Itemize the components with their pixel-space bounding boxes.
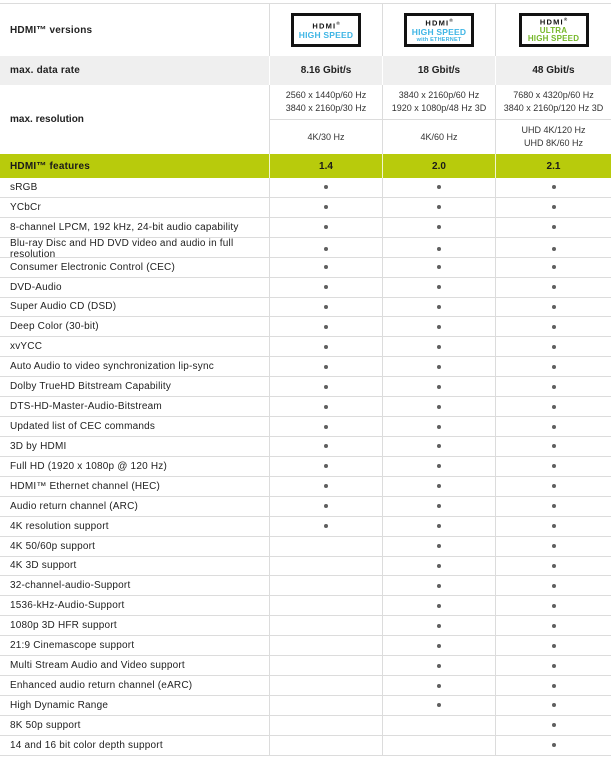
resolution-line: 3840 x 2160p/120 Hz 3D: [503, 103, 604, 113]
support-dot-icon: [437, 425, 441, 429]
support-cell-supported: [496, 497, 611, 516]
resolution-line: 4K/60 Hz: [420, 131, 458, 142]
support-dot-icon: [437, 664, 441, 668]
support-dot-icon: [437, 684, 441, 688]
hdmi-high-speed-badge: [291, 13, 361, 47]
feature-label: Deep Color (30-bit): [0, 317, 270, 336]
support-dot-icon: [437, 644, 441, 648]
data-rate-value-2-1: 48 Gbit/s: [532, 65, 575, 76]
support-dot-icon: [552, 345, 556, 349]
feature-label: Blu-ray Disc and HD DVD video and audio in full resolution: [0, 238, 270, 260]
support-cell-supported: [496, 377, 611, 396]
data-rate-row: [0, 56, 611, 85]
support-cell-supported: [496, 676, 611, 695]
support-cell-supported: [496, 198, 611, 217]
support-cell-supported: [383, 537, 496, 556]
support-cell-supported: [270, 377, 383, 396]
support-dot-icon: [324, 425, 328, 429]
support-cell-supported: [270, 317, 383, 336]
support-cell-supported: [270, 218, 383, 237]
support-cell-supported: [496, 397, 611, 416]
feature-label: Super Audio CD (DSD): [0, 298, 270, 317]
badge-cell-high-speed: [270, 4, 383, 56]
support-cell-supported: [383, 696, 496, 715]
support-dot-icon: [552, 644, 556, 648]
support-cell-supported: [496, 736, 611, 755]
support-dot-icon: [324, 325, 328, 329]
support-cell-supported: [270, 397, 383, 416]
support-dot-icon: [552, 247, 556, 251]
support-dot-icon: [324, 444, 328, 448]
feature-label: 4K 50/60p support: [0, 537, 270, 556]
support-cell-supported: [270, 238, 383, 260]
support-cell-supported: [496, 278, 611, 297]
badge-speed-label: HIGH SPEED: [411, 26, 467, 37]
support-dot-icon: [552, 544, 556, 548]
support-dot-icon: [552, 305, 556, 309]
feature-label: sRGB: [0, 178, 270, 197]
feature-row: [0, 576, 611, 596]
support-dot-icon: [552, 444, 556, 448]
support-dot-icon: [552, 265, 556, 269]
feature-row: [0, 178, 611, 198]
feature-label: 8K 50p support: [0, 716, 270, 735]
support-cell-supported: [496, 596, 611, 615]
support-cell-supported: [496, 337, 611, 356]
support-dot-icon: [437, 225, 441, 229]
feature-row: [0, 198, 611, 218]
feature-row: [0, 736, 611, 756]
support-dot-icon: [324, 247, 328, 251]
support-dot-icon: [437, 205, 441, 209]
support-cell-supported: [383, 557, 496, 576]
support-cell-empty: [270, 656, 383, 675]
support-dot-icon: [324, 285, 328, 289]
support-dot-icon: [552, 664, 556, 668]
support-cell-supported: [496, 537, 611, 556]
feature-row: [0, 377, 611, 397]
feature-row: [0, 636, 611, 656]
features-header-label: HDMI™ features: [0, 154, 270, 178]
resolution-primary-2-1: [496, 85, 611, 120]
support-dot-icon: [552, 584, 556, 588]
support-cell-supported: [496, 517, 611, 536]
support-cell-supported: [496, 557, 611, 576]
feature-label: Enhanced audio return channel (eARC): [0, 676, 270, 695]
feature-label: 4K 3D support: [0, 557, 270, 576]
support-cell-supported: [270, 517, 383, 536]
support-cell-supported: [383, 636, 496, 655]
feature-label: 1536-kHz-Audio-Support: [0, 596, 270, 615]
support-cell-empty: [270, 616, 383, 635]
feature-label: 21:9 Cinemascope support: [0, 636, 270, 655]
support-cell-empty: [270, 676, 383, 695]
support-dot-icon: [437, 265, 441, 269]
feature-label: DTS-HD-Master-Audio-Bitstream: [0, 397, 270, 416]
hdmi-logo-icon: HDMI®: [425, 18, 453, 28]
support-cell-supported: [496, 238, 611, 260]
feature-row: [0, 437, 611, 457]
support-dot-icon: [552, 205, 556, 209]
support-dot-icon: [324, 345, 328, 349]
resolution-secondary-2-0: [383, 120, 496, 154]
features-header-row: [0, 154, 611, 178]
feature-label: Multi Stream Audio and Video support: [0, 656, 270, 675]
support-cell-supported: [383, 676, 496, 695]
feature-row: [0, 258, 611, 278]
support-cell-supported: [270, 477, 383, 496]
features-rows: [0, 178, 611, 756]
support-dot-icon: [552, 723, 556, 727]
versions-row: [0, 4, 611, 56]
feature-row: [0, 317, 611, 337]
support-cell-empty: [270, 636, 383, 655]
feature-label: YCbCr: [0, 198, 270, 217]
support-cell-supported: [496, 457, 611, 476]
badge-cell-ultra-high-speed: [496, 4, 611, 56]
feature-row: [0, 517, 611, 537]
resolution-line: 2560 x 1440p/60 Hz: [285, 90, 367, 100]
resolution-line: 4K/30 Hz: [307, 131, 345, 142]
support-cell-supported: [496, 576, 611, 595]
feature-row: [0, 616, 611, 636]
support-dot-icon: [552, 185, 556, 189]
support-dot-icon: [437, 444, 441, 448]
support-dot-icon: [437, 185, 441, 189]
support-dot-icon: [437, 604, 441, 608]
resolution-line: 3840 x 2160p/60 Hz: [398, 90, 480, 100]
support-cell-empty: [270, 537, 383, 556]
feature-row: [0, 457, 611, 477]
support-dot-icon: [437, 325, 441, 329]
support-cell-empty: [270, 736, 383, 755]
support-dot-icon: [552, 703, 556, 707]
support-cell-supported: [270, 437, 383, 456]
support-dot-icon: [552, 425, 556, 429]
support-cell-supported: [383, 377, 496, 396]
feature-label: High Dynamic Range: [0, 696, 270, 715]
support-dot-icon: [437, 247, 441, 251]
resolution-line: 7680 x 4320p/60 Hz: [513, 90, 594, 100]
feature-row: [0, 477, 611, 497]
hdmi-logo-icon: HDMI®: [539, 17, 568, 27]
support-dot-icon: [324, 484, 328, 488]
feature-label: 32-channel-audio-Support: [0, 576, 270, 595]
badge-speed-label: HIGH SPEED: [527, 34, 580, 44]
support-dot-icon: [324, 265, 328, 269]
support-cell-supported: [496, 218, 611, 237]
feature-label: xvYCC: [0, 337, 270, 356]
support-cell-supported: [496, 656, 611, 675]
support-cell-supported: [496, 696, 611, 715]
badge-cell-high-speed-ethernet: [383, 4, 496, 56]
support-cell-supported: [270, 178, 383, 197]
feature-row: [0, 357, 611, 377]
feature-row: [0, 696, 611, 716]
support-cell-supported: [383, 656, 496, 675]
data-rate-value-2-0: 18 Gbit/s: [383, 56, 496, 85]
feature-row: [0, 298, 611, 318]
support-dot-icon: [437, 405, 441, 409]
support-cell-supported: [496, 298, 611, 317]
support-dot-icon: [437, 365, 441, 369]
resolution-secondary-2-1: [496, 120, 611, 154]
support-dot-icon: [324, 305, 328, 309]
support-cell-supported: [383, 596, 496, 615]
resolution-label: max. resolution: [0, 85, 270, 154]
support-cell-supported: [383, 278, 496, 297]
support-cell-supported: [496, 357, 611, 376]
support-dot-icon: [437, 385, 441, 389]
support-cell-supported: [270, 497, 383, 516]
badge-ethernet-label: with ETHERNET: [416, 37, 462, 43]
support-dot-icon: [552, 285, 556, 289]
support-cell-supported: [496, 178, 611, 197]
data-rate-value-1-4: 8.16 Gbit/s: [270, 56, 383, 85]
support-dot-icon: [552, 325, 556, 329]
features-version-1-4: 1.4: [270, 154, 383, 178]
support-dot-icon: [437, 703, 441, 707]
features-version-2-1: 2.1: [546, 160, 561, 172]
support-dot-icon: [437, 305, 441, 309]
feature-label: Updated list of CEC commands: [0, 417, 270, 436]
support-cell-supported: [270, 357, 383, 376]
feature-row: [0, 656, 611, 676]
data-rate-label: max. data rate: [0, 56, 270, 85]
support-dot-icon: [552, 743, 556, 747]
support-dot-icon: [552, 385, 556, 389]
support-dot-icon: [437, 464, 441, 468]
feature-row: [0, 537, 611, 557]
feature-row: [0, 278, 611, 298]
support-dot-icon: [324, 464, 328, 468]
feature-row: [0, 397, 611, 417]
badge-speed-label: HIGH SPEED: [298, 29, 354, 40]
support-cell-supported: [383, 178, 496, 197]
support-dot-icon: [324, 405, 328, 409]
support-dot-icon: [552, 624, 556, 628]
feature-row: [0, 557, 611, 577]
support-cell-supported: [383, 417, 496, 436]
support-cell-supported: [496, 636, 611, 655]
support-cell-supported: [383, 218, 496, 237]
support-dot-icon: [552, 564, 556, 568]
feature-row: [0, 417, 611, 437]
support-dot-icon: [437, 504, 441, 508]
feature-row: [0, 218, 611, 238]
feature-label: 1080p 3D HFR support: [0, 616, 270, 635]
support-dot-icon: [324, 225, 328, 229]
resolution-primary-1-4: [270, 85, 383, 120]
support-dot-icon: [324, 205, 328, 209]
support-cell-supported: [496, 716, 611, 735]
support-cell-supported: [270, 278, 383, 297]
support-cell-supported: [383, 357, 496, 376]
support-dot-icon: [324, 524, 328, 528]
feature-label: DVD-Audio: [0, 278, 270, 297]
support-cell-supported: [383, 317, 496, 336]
support-dot-icon: [437, 484, 441, 488]
support-cell-supported: [496, 317, 611, 336]
feature-label: Dolby TrueHD Bitstream Capability: [0, 377, 270, 396]
support-dot-icon: [552, 524, 556, 528]
support-cell-supported: [496, 417, 611, 436]
support-cell-empty: [270, 716, 383, 735]
support-cell-empty: [270, 576, 383, 595]
feature-label: Full HD (1920 x 1080p @ 120 Hz): [0, 457, 270, 476]
support-dot-icon: [552, 604, 556, 608]
support-dot-icon: [552, 504, 556, 508]
support-cell-supported: [496, 477, 611, 496]
feature-label: 8-channel LPCM, 192 kHz, 24-bit audio capability: [0, 218, 270, 237]
resolution-line: 3840 x 2160p/30 Hz: [285, 103, 367, 113]
feature-label: Consumer Electronic Control (CEC): [0, 258, 270, 277]
feature-label: Audio return channel (ARC): [0, 497, 270, 516]
hdmi-logo-icon: HDMI®: [312, 21, 340, 31]
feature-row: [0, 676, 611, 696]
support-cell-supported: [496, 258, 611, 277]
support-cell-supported: [270, 198, 383, 217]
support-cell-supported: [383, 397, 496, 416]
feature-row: [0, 337, 611, 357]
support-cell-supported: [270, 337, 383, 356]
resolution-secondary-1-4: [270, 120, 383, 154]
support-cell-supported: [383, 576, 496, 595]
support-dot-icon: [324, 185, 328, 189]
support-cell-supported: [270, 457, 383, 476]
resolution-line: 1920 x 1080p/48 Hz 3D: [391, 103, 487, 113]
support-dot-icon: [552, 484, 556, 488]
support-cell-empty: [270, 696, 383, 715]
support-cell-empty: [270, 596, 383, 615]
feature-label: 4K resolution support: [0, 517, 270, 536]
support-cell-empty: [383, 736, 496, 755]
feature-label: Auto Audio to video synchronization lip-sync: [0, 357, 270, 376]
badge-ultra-label: ULTRA: [539, 25, 568, 35]
support-cell-supported: [383, 198, 496, 217]
support-dot-icon: [437, 584, 441, 588]
support-dot-icon: [437, 564, 441, 568]
feature-row: [0, 596, 611, 616]
support-cell-supported: [383, 517, 496, 536]
support-cell-supported: [270, 258, 383, 277]
support-cell-supported: [496, 437, 611, 456]
support-cell-supported: [270, 298, 383, 317]
hdmi-comparison-table: [0, 3, 611, 756]
support-cell-supported: [383, 258, 496, 277]
hdmi-high-speed-ethernet-badge: [404, 13, 474, 47]
support-dot-icon: [552, 365, 556, 369]
support-dot-icon: [552, 464, 556, 468]
support-dot-icon: [437, 285, 441, 289]
support-cell-supported: [383, 616, 496, 635]
support-dot-icon: [437, 345, 441, 349]
versions-row-label: HDMI™ versions: [0, 4, 270, 56]
feature-label: 3D by HDMI: [0, 437, 270, 456]
support-cell-supported: [383, 477, 496, 496]
feature-label: 14 and 16 bit color depth support: [0, 736, 270, 755]
support-cell-supported: [383, 457, 496, 476]
feature-label: HDMI™ Ethernet channel (HEC): [0, 477, 270, 496]
feature-row: [0, 497, 611, 517]
resolution-block: [0, 85, 611, 154]
support-cell-supported: [270, 417, 383, 436]
support-dot-icon: [552, 684, 556, 688]
support-cell-empty: [270, 557, 383, 576]
support-cell-supported: [383, 337, 496, 356]
support-dot-icon: [552, 405, 556, 409]
support-dot-icon: [437, 524, 441, 528]
support-cell-supported: [383, 298, 496, 317]
support-dot-icon: [324, 504, 328, 508]
support-cell-supported: [496, 616, 611, 635]
feature-row: [0, 238, 611, 258]
support-dot-icon: [552, 225, 556, 229]
resolution-primary-2-0: [383, 85, 496, 120]
support-cell-empty: [383, 716, 496, 735]
support-cell-supported: [383, 238, 496, 260]
features-version-2-0: 2.0: [383, 154, 496, 178]
hdmi-ultra-high-speed-badge: [519, 13, 589, 47]
support-dot-icon: [324, 365, 328, 369]
support-cell-supported: [383, 497, 496, 516]
support-dot-icon: [324, 385, 328, 389]
resolution-line: UHD 4K/120 Hz: [521, 125, 586, 135]
resolution-line: UHD 8K/60 Hz: [523, 138, 584, 148]
support-dot-icon: [437, 544, 441, 548]
support-cell-supported: [383, 437, 496, 456]
feature-row: [0, 716, 611, 736]
support-dot-icon: [437, 624, 441, 628]
